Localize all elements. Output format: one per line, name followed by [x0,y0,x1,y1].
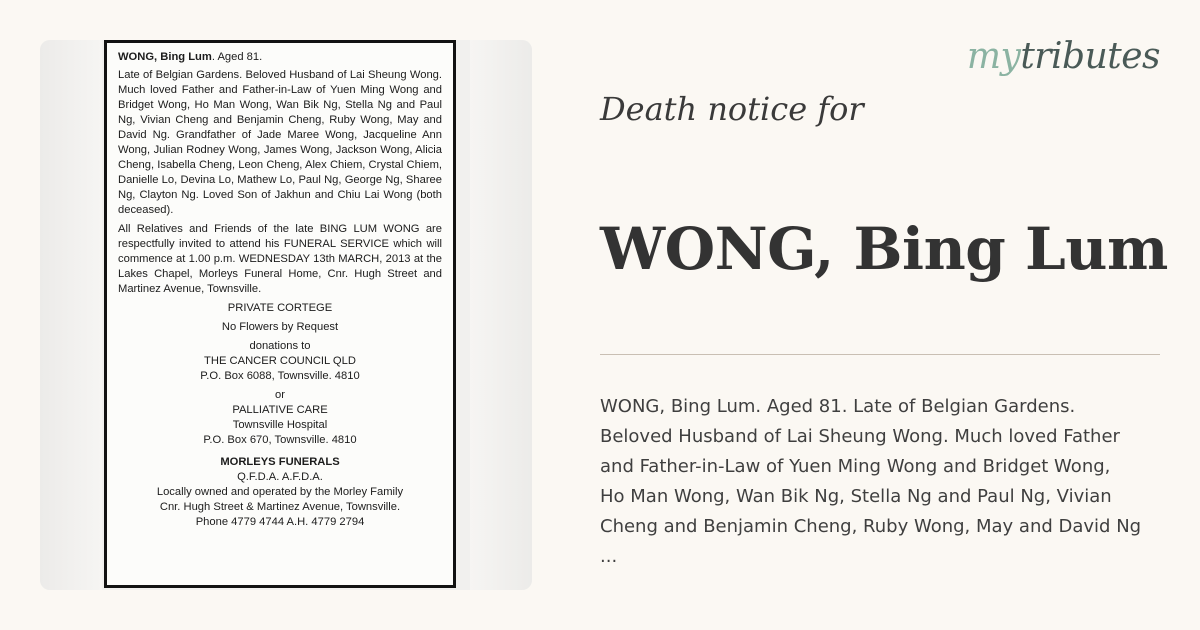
logo-prefix: my [966,36,1021,77]
clipping-charity2-name: PALLIATIVE CARE [232,404,328,416]
clipping-family-paragraph: Late of Belgian Gardens. Beloved Husband of Lai Sheung Wong. Much loved Father and Father-in-Law of Yuen Ming Wong and Bridget Wong, Ho Man Wong, Wan Bik Ng, Stella Ng and Paul Ng, Vivian Cheng and Benjamin Cheng, Ruby Wong, May and David Ng. Grandfather of Jade Maree Wong, Jacqueline Ann Wong, Julian Rodney Wong, James Wong, Jackson Wong, Alicia Cheng, Isabella Cheng, Leon Cheng, Alex Chiem, Crystal Chiem, Danielle Lo, Devina Lo, Mathew Lo, Paul Ng, George Ng, Sharee Ng, Clayton Ng. Loved Son of Jakhun and Chiu Lai Wong (both deceased). [118,69,442,216]
clipping-cortege: PRIVATE CORTEGE [227,302,333,314]
notice-label: Death notice for [600,90,864,128]
mytributes-logo[interactable] [967,36,1160,77]
clipping-charity2-address: P.O. Box 670, Townsville. 4810 [203,434,357,446]
clipping-funeral-home: MORLEYS FUNERALS [220,456,340,468]
clipping-service-paragraph: All Relatives and Friends of the late BING LUM WONG are respectfully invited to attend his FUNERAL SERVICE which will commence at 1.00 p.m. WEDNESDAY 13th MARCH, 2013 at the Lakes Chapel, Morleys Funeral Home, Cnr. Hugh Street and Martinez Avenue, Townsville. [118,223,442,295]
divider [600,354,1160,355]
death-notice-image-panel [40,40,532,590]
clipping-flowers: No Flowers by Request [221,321,339,333]
newspaper-clipping [104,40,456,588]
clipping-heading [118,50,442,65]
excerpt-line: Beloved Husband of Lai Sheung Wong. Much loved Father [600,426,1120,447]
excerpt-line: WONG, Bing Lum. Aged 81. Late of Belgian Gardens. [600,396,1076,417]
notice-excerpt [600,392,1200,572]
clipping-phone: Phone 4779 4744 A.H. 4779 2794 [195,516,365,528]
clipping-charity2-line2: Townsville Hospital [232,419,328,431]
clipping-age: . Aged 81. [211,51,263,63]
excerpt-ellipsis: ... [600,546,618,567]
logo-suffix: tributes [1020,36,1160,77]
clipping-operated-by: Locally owned and operated by the Morley Family [156,486,404,498]
clipping-charity1-address: P.O. Box 6088, Townsville. 4810 [200,370,360,382]
clipping-or: or [275,389,285,401]
clipping-name: WONG, Bing Lum [118,51,212,63]
deceased-name: WONG, Bing Lum [600,215,1168,283]
excerpt-line: and Father-in-Law of Yuen Ming Wong and Bridget Wong, [600,456,1111,477]
clipping-address: Cnr. Hugh Street & Martinez Avenue, Townsville. [159,501,401,513]
clipping-donations-label: donations to [249,340,311,352]
excerpt-line: Ho Man Wong, Wan Bik Ng, Stella Ng and Paul Ng, Vivian [600,486,1112,507]
clipping-accreditation: Q.F.D.A. A.F.D.A. [237,471,323,483]
clipping-charity1-name: THE CANCER COUNCIL QLD [204,355,356,367]
excerpt-line: Cheng and Benjamin Cheng, Ruby Wong, May and David Ng [600,516,1142,537]
